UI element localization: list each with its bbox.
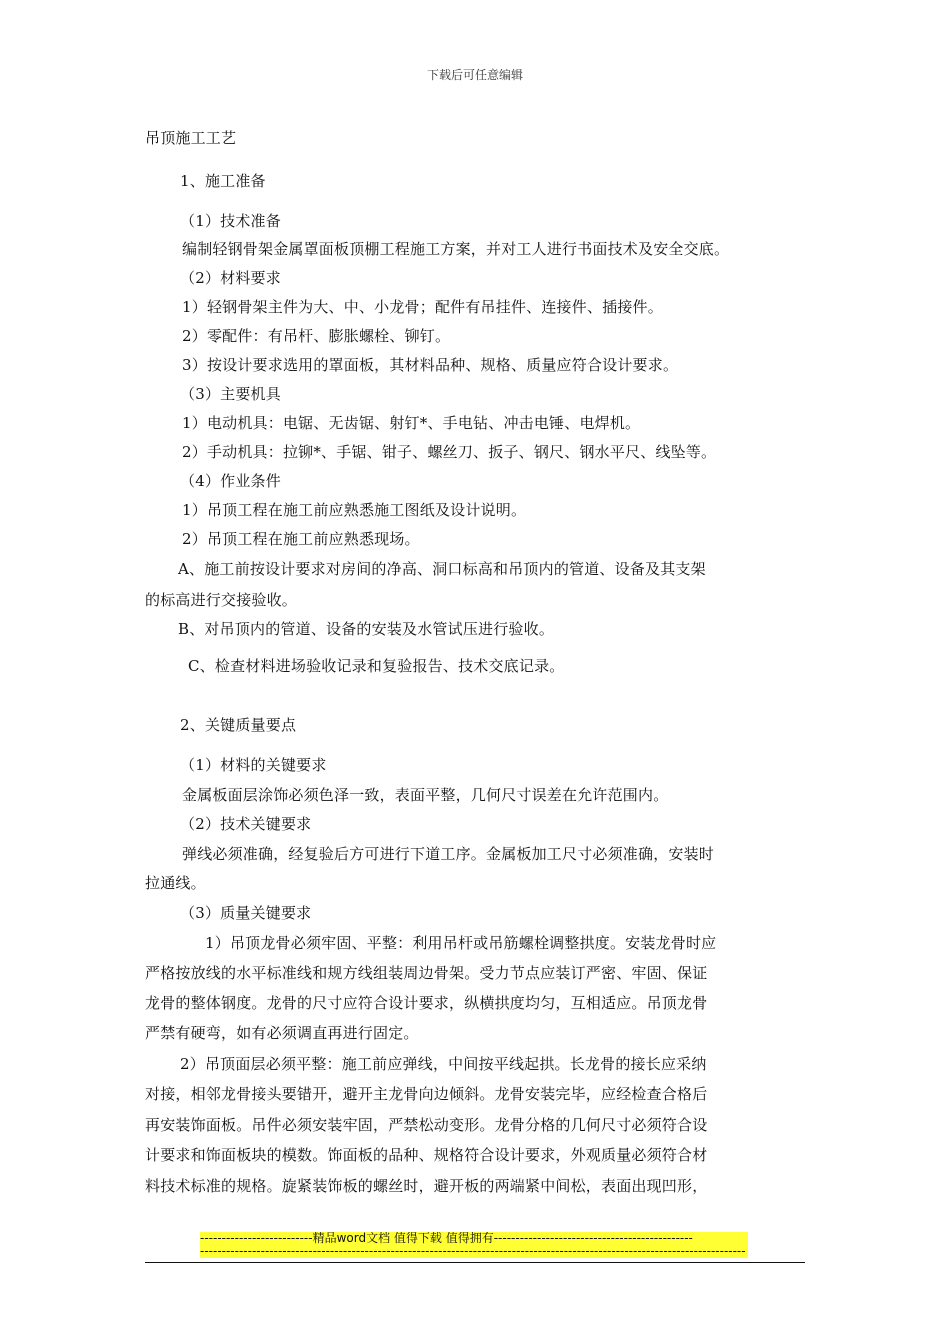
text-line: 2、关键质量要点 xyxy=(180,716,297,734)
text-line: 吊顶施工工艺 xyxy=(145,129,237,147)
text-line: 严格按放线的水平标准线和规方线组装周边骨架。受力节点应装订严密、牢固、保证 xyxy=(145,964,708,982)
text-line: 弹线必须准确，经复验后方可进行下道工序。金属板加工尺寸必须准确，安装时 xyxy=(182,845,715,863)
text-line: 料技术标准的规格。旋紧装饰板的螺丝时，避开板的两端紧中间松，表面出现凹形， xyxy=(145,1177,708,1195)
text-line: （2）材料要求 xyxy=(180,269,281,287)
text-line: C、检查材料进场验收记录和复验报告、技术交底记录。 xyxy=(188,657,565,675)
text-line: 龙骨的整体钢度。龙骨的尺寸应符合设计要求，纵横拱度均匀，互相适应。吊顶龙骨 xyxy=(145,994,708,1012)
footer-line-2: ------------------------------------------------------------------------------------------------------------------------------ xyxy=(200,1244,746,1258)
text-line: B、对吊顶内的管道、设备的安装及水管试压进行验收。 xyxy=(178,620,555,638)
text-line: 计要求和饰面板块的模数。饰面板的品种、规格符合设计要求，外观质量必须符合材 xyxy=(145,1146,708,1164)
text-line: 2）吊顶面层必须平整：施工前应弹线，中间按平线起拱。长龙骨的接长应采纳 xyxy=(180,1055,707,1073)
text-line: 2）手动机具：拉铆*、手锯、钳子、螺丝刀、扳子、钢尺、钢水平尺、线坠等。 xyxy=(182,443,717,461)
text-line: （4）作业条件 xyxy=(180,472,281,490)
text-line: （3）主要机具 xyxy=(180,385,281,403)
text-line: 金属板面层涂饰必须色泽一致，表面平整，几何尺寸误差在允许范围内。 xyxy=(182,786,669,804)
text-line: （1）技术准备 xyxy=(180,212,281,230)
text-line: 2）吊顶工程在施工前应熟悉现场。 xyxy=(182,530,420,548)
text-line: 1）吊顶龙骨必须牢固、平整：利用吊杆或吊筋螺栓调整拱度。安装龙骨时应 xyxy=(205,934,717,952)
text-line: A、施工前按设计要求对房间的净高、洞口标高和吊顶内的管道、设备及其支架 xyxy=(178,560,706,578)
text-line: 再安装饰面板。吊件必须安装牢固，严禁松动变形。龙骨分格的几何尺寸必须符合设 xyxy=(145,1116,708,1134)
text-line: （2）技术关键要求 xyxy=(180,815,312,833)
text-line: 拉通线。 xyxy=(145,874,206,892)
footer-rule xyxy=(145,1262,805,1263)
text-line: 严禁有硬弯，如有必须调直再进行固定。 xyxy=(145,1024,419,1042)
text-line: 1）电动机具：电锯、无齿锯、射钉*、手电钻、冲击电锤、电焊机。 xyxy=(182,414,641,432)
text-line: 1）轻钢骨架主件为大、中、小龙骨；配件有吊挂件、连接件、插接件。 xyxy=(182,298,663,316)
text-line: 编制轻钢骨架金属罩面板顶棚工程施工方案，并对工人进行书面技术及安全交底。 xyxy=(182,240,730,258)
footer-banner xyxy=(200,1232,748,1258)
text-line: 2）零配件：有吊杆、膨胀螺栓、铆钉。 xyxy=(182,327,451,345)
text-line: （3）质量关键要求 xyxy=(180,904,312,922)
text-line: 1）吊顶工程在施工前应熟悉施工图纸及设计说明。 xyxy=(182,501,527,519)
text-line: （1）材料的关键要求 xyxy=(180,756,327,774)
text-line: 1、施工准备 xyxy=(180,172,266,190)
text-line: 3）按设计要求选用的罩面板，其材料品种、规格、质量应符合设计要求。 xyxy=(182,356,679,374)
footer-line-1: --------------------------精品word文档 值得下载 值得拥有---------------------------------------------- xyxy=(200,1232,693,1245)
text-line: 对接，相邻龙骨接头要错开，避开主龙骨向边倾斜。龙骨安装完毕，应经检查合格后 xyxy=(145,1085,708,1103)
page-header: 下载后可任意编辑 xyxy=(426,68,523,82)
text-line: 的标高进行交接验收。 xyxy=(145,591,298,609)
